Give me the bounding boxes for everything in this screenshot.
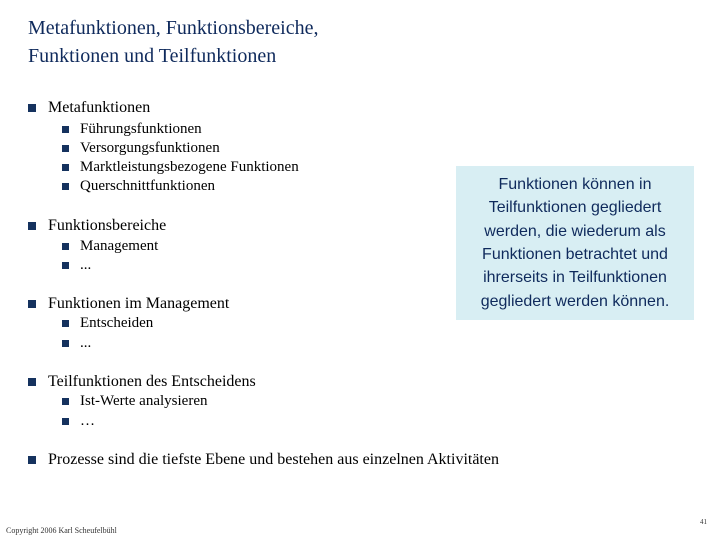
- bullet-teilfunktionen: [28, 372, 256, 392]
- sub-bullet: [62, 139, 220, 158]
- slide-title: [28, 14, 668, 70]
- bullet-funktionsbereiche: [28, 216, 166, 236]
- sub-bullet-label: Ist-Werte analysieren: [80, 393, 208, 409]
- bullet-label: Funktionen im Management: [48, 295, 230, 312]
- square-bullet-icon: [62, 243, 69, 250]
- sub-bullet-label: Marktleistungsbezogene Funktionen: [80, 159, 299, 175]
- sub-bullet: [62, 256, 91, 275]
- sub-bullet: [62, 120, 202, 139]
- square-bullet-icon: [62, 418, 69, 425]
- title-line-1: Metafunktionen, Funktionsbereiche,: [28, 17, 319, 39]
- copyright-notice: Copyright 2006 Karl Scheufelbühl: [6, 526, 117, 535]
- square-bullet-icon: [62, 320, 69, 327]
- page-number: 41: [700, 518, 707, 526]
- square-bullet-icon: [62, 262, 69, 269]
- title-line-2: Funktionen und Teilfunktionen: [28, 45, 277, 67]
- sub-bullet-label: Management: [80, 238, 159, 254]
- sub-bullet: [62, 158, 299, 177]
- sub-bullet: [62, 314, 153, 333]
- square-bullet-icon: [62, 145, 69, 152]
- square-bullet-icon: [62, 183, 69, 190]
- square-bullet-icon: [62, 126, 69, 133]
- square-bullet-icon: [28, 378, 36, 386]
- sub-bullet: [62, 412, 95, 431]
- sub-bullet: [62, 237, 158, 256]
- bullet-funktionen-management: [28, 294, 229, 314]
- bullet-label: Prozesse sind die tiefste Ebene und bestehen aus einzelnen Aktivitäten: [48, 451, 499, 468]
- square-bullet-icon: [28, 456, 36, 464]
- sub-bullet-label: …: [80, 413, 95, 429]
- bullet-label: Teilfunktionen des Entscheidens: [48, 373, 256, 390]
- sub-bullet-label: Entscheiden: [80, 315, 154, 331]
- bullet-metafunktionen: [28, 98, 150, 118]
- sub-bullet-label: Versorgungsfunktionen: [80, 140, 220, 156]
- callout-box: [456, 166, 694, 320]
- sub-bullet: [62, 177, 215, 196]
- square-bullet-icon: [62, 164, 69, 171]
- square-bullet-icon: [28, 222, 36, 230]
- square-bullet-icon: [28, 300, 36, 308]
- bullet-prozesse: [28, 450, 499, 470]
- sub-bullet: [62, 392, 207, 411]
- sub-bullet-label: ...: [80, 257, 92, 273]
- bullet-label: Metafunktionen: [48, 99, 151, 116]
- sub-bullet-label: ...: [80, 335, 92, 351]
- square-bullet-icon: [62, 340, 69, 347]
- callout-text: Funktionen können in Teilfunktionen gegliedert werden, die wiederum als Funktionen betrachtet und ihrerseits in Teilfunktionen gegliedert werden können.: [480, 175, 670, 310]
- sub-bullet-label: Querschnittfunktionen: [80, 178, 215, 194]
- square-bullet-icon: [28, 104, 36, 112]
- bullet-label: Funktionsbereiche: [48, 217, 167, 234]
- sub-bullet-label: Führungsfunktionen: [80, 121, 202, 137]
- square-bullet-icon: [62, 398, 69, 405]
- sub-bullet: [62, 334, 91, 353]
